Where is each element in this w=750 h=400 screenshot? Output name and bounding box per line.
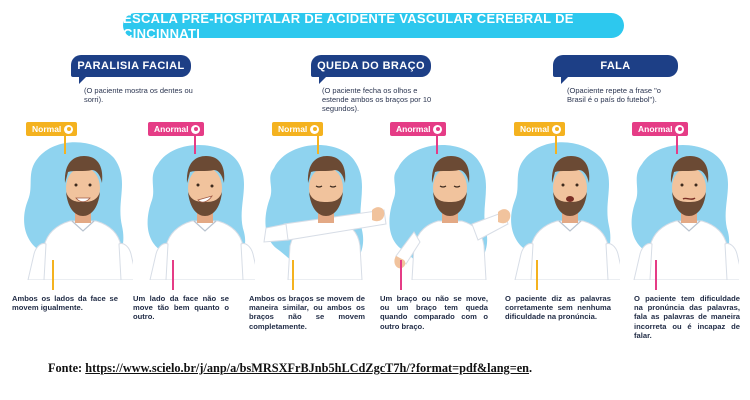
connector-line bbox=[676, 136, 678, 154]
connector-line bbox=[64, 136, 66, 154]
connector-line bbox=[400, 260, 402, 290]
description-face-normal: Ambos os lados da face se movem igualmente. bbox=[12, 294, 118, 313]
figure-arms-normal bbox=[258, 128, 388, 280]
connector-line bbox=[555, 136, 557, 154]
description-speech-normal: O paciente diz as palavras corretamente sem nenhuma dificuldade na pronúncia. bbox=[505, 294, 611, 322]
description-face-abnormal: Um lado da face não se move tão bem quanto o outro. bbox=[133, 294, 229, 322]
connector-line bbox=[172, 260, 174, 290]
connector-line bbox=[655, 260, 657, 290]
section-tab-fala: FALA bbox=[553, 55, 678, 77]
figure-arms-abnormal bbox=[382, 128, 512, 280]
section-tab-paralisia-facial: PARALISIA FACIAL bbox=[71, 55, 191, 77]
connector-line bbox=[317, 136, 319, 154]
description-arms-normal: Ambos os braços se movem de maneira similar, ou ambos os braços não se movem completamente. bbox=[249, 294, 365, 331]
label-text: Normal bbox=[278, 124, 308, 134]
source-footer bbox=[48, 361, 728, 376]
label-text: Anormal bbox=[396, 124, 431, 134]
source-link[interactable]: https://www.scielo.br/j/anp/a/bsMRSXFrBJnb5hLCdZgcT7h/?format=pdf&lang=en bbox=[85, 361, 530, 375]
figure-face-abnormal bbox=[140, 128, 255, 280]
page-title: ESCALA PRÉ-HOSPITALAR DE ACIDENTE VASCULAR CEREBRAL DE CINCINNATI bbox=[123, 13, 624, 38]
figure-face-normal bbox=[18, 128, 133, 280]
connector-line bbox=[436, 136, 438, 154]
connector-line bbox=[292, 260, 294, 290]
footer-prefix: Fonte: bbox=[48, 361, 86, 375]
connector-line bbox=[52, 260, 54, 290]
section-tab-queda-do-braco: QUEDA DO BRAÇO bbox=[311, 55, 431, 77]
figure-speech-normal bbox=[505, 128, 620, 280]
instruction-paralisia-facial: (O paciente mostra os dentes ou sorri). bbox=[84, 86, 193, 104]
label-text: Anormal bbox=[638, 124, 673, 134]
instruction-fala: (Opaciente repete a frase "o Brasil é o país do futebol"). bbox=[567, 86, 661, 104]
label-text: Normal bbox=[520, 124, 550, 134]
label-text: Anormal bbox=[154, 124, 189, 134]
connector-line bbox=[194, 136, 196, 154]
figure-speech-abnormal bbox=[624, 128, 739, 280]
description-speech-abnormal: O paciente tem dificuldade na pronúncia das palavras, fala as palavras de maneira incorreta ou é incapaz de falar. bbox=[634, 294, 740, 340]
footer-suffix: . bbox=[529, 361, 533, 375]
instruction-queda-do-braco: (O paciente fecha os olhos e estende ambos os braços por 10 segundos). bbox=[322, 86, 432, 113]
label-text: Normal bbox=[32, 124, 62, 134]
connector-line bbox=[536, 260, 538, 290]
description-arms-abnormal: Um braço ou não se move, ou um braço tem queda quando comparado com o outro braço. bbox=[380, 294, 488, 331]
